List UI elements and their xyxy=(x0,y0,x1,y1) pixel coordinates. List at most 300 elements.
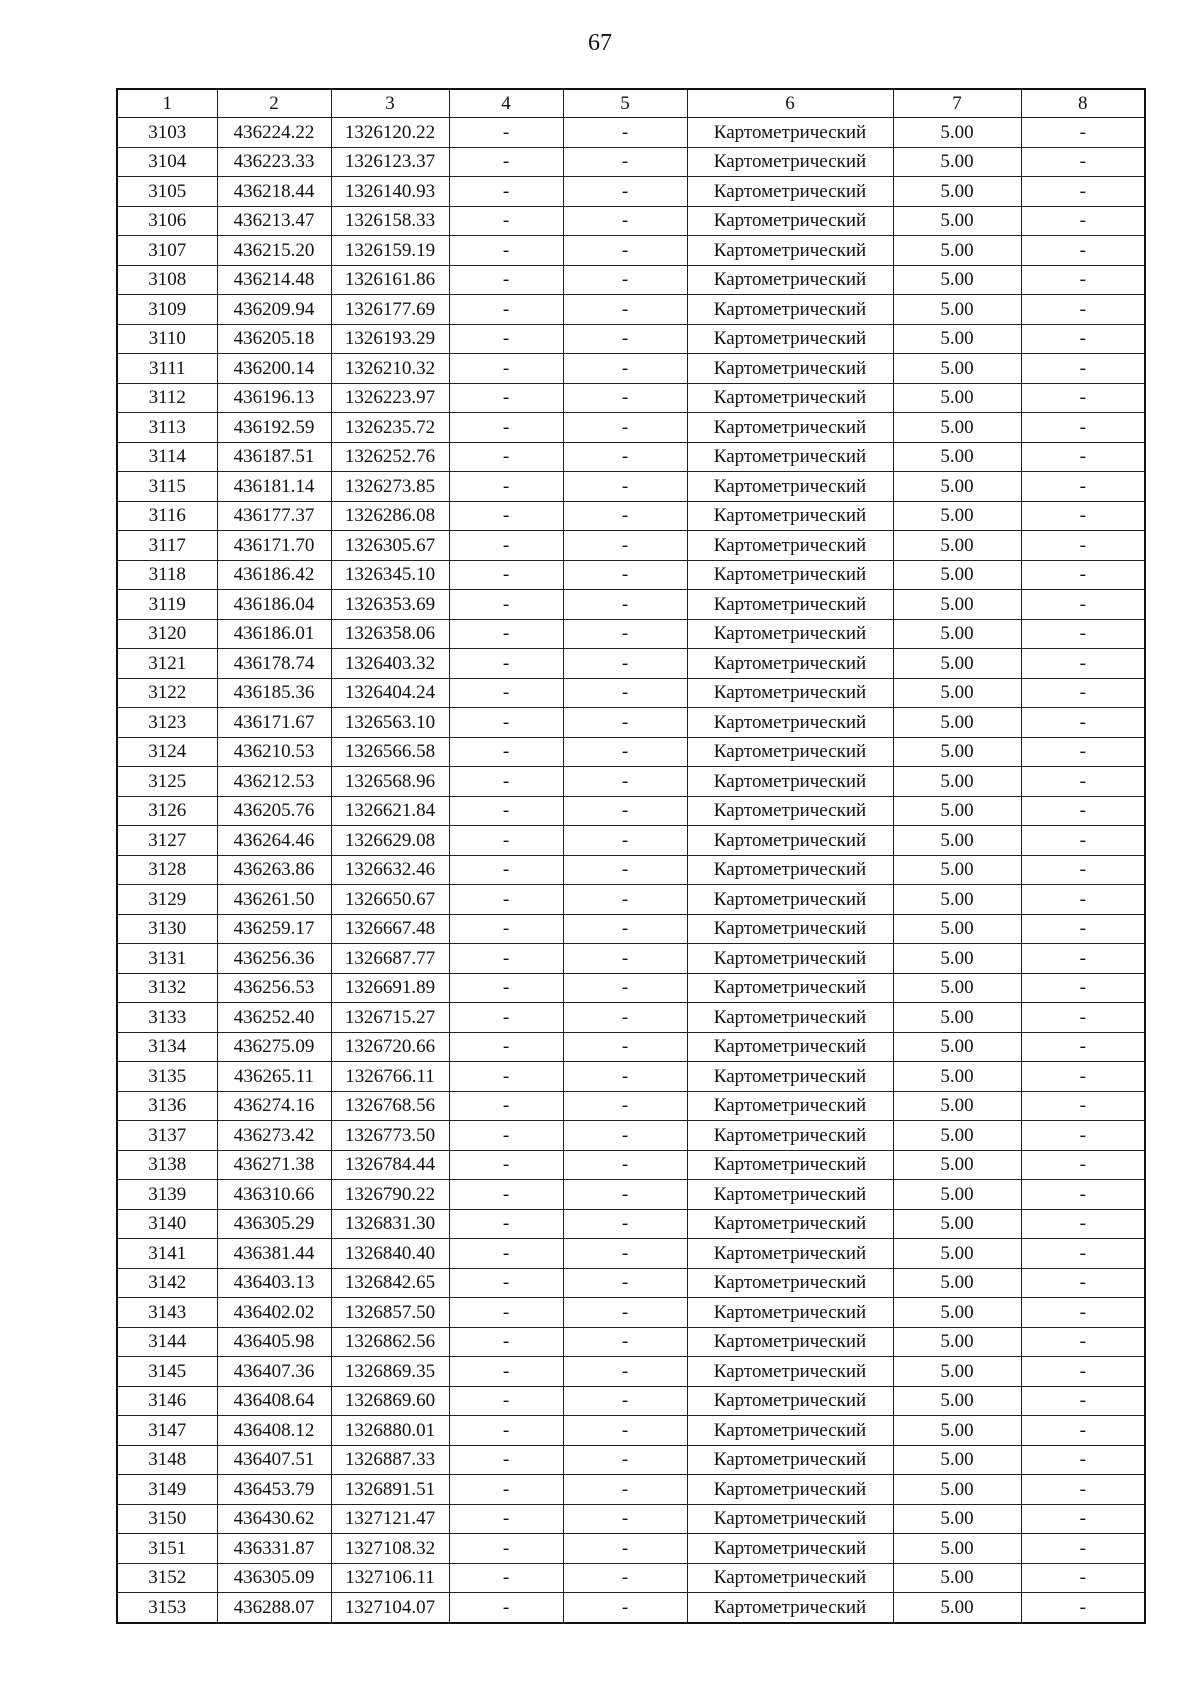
method-cell: Картометрический xyxy=(687,206,893,236)
column-5-cell: - xyxy=(563,1357,687,1387)
x-coordinate-cell: 436171.70 xyxy=(217,531,331,561)
column-4-cell: - xyxy=(449,265,563,295)
table-row xyxy=(117,1121,1145,1151)
column-4-cell: - xyxy=(449,1357,563,1387)
column-4-cell: - xyxy=(449,1327,563,1357)
method-cell: Картометрический xyxy=(687,1357,893,1387)
x-coordinate-cell: 436273.42 xyxy=(217,1121,331,1151)
column-8-cell: - xyxy=(1021,295,1145,325)
method-cell: Картометрический xyxy=(687,1239,893,1269)
method-cell: Картометрический xyxy=(687,885,893,915)
accuracy-cell: 5.00 xyxy=(893,1327,1021,1357)
method-cell: Картометрический xyxy=(687,324,893,354)
column-8-cell: - xyxy=(1021,354,1145,384)
column-8-cell: - xyxy=(1021,767,1145,797)
table-row xyxy=(117,619,1145,649)
column-4-cell: - xyxy=(449,1032,563,1062)
accuracy-cell: 5.00 xyxy=(893,1563,1021,1593)
column-4-cell: - xyxy=(449,855,563,885)
y-coordinate-cell: 1326568.96 xyxy=(331,767,449,797)
column-5-cell: - xyxy=(563,590,687,620)
accuracy-cell: 5.00 xyxy=(893,1239,1021,1269)
table-row xyxy=(117,1445,1145,1475)
method-cell: Картометрический xyxy=(687,826,893,856)
point-number-cell: 3110 xyxy=(117,324,217,354)
point-number-cell: 3116 xyxy=(117,501,217,531)
column-4-cell: - xyxy=(449,1386,563,1416)
y-coordinate-cell: 1326857.50 xyxy=(331,1298,449,1328)
accuracy-cell: 5.00 xyxy=(893,1386,1021,1416)
y-coordinate-cell: 1326691.89 xyxy=(331,973,449,1003)
y-coordinate-cell: 1326862.56 xyxy=(331,1327,449,1357)
table-row xyxy=(117,1003,1145,1033)
point-number-cell: 3127 xyxy=(117,826,217,856)
column-5-cell: - xyxy=(563,796,687,826)
column-8-cell: - xyxy=(1021,206,1145,236)
column-header: 7 xyxy=(893,89,1021,118)
column-5-cell: - xyxy=(563,1475,687,1505)
table-row xyxy=(117,413,1145,443)
x-coordinate-cell: 436310.66 xyxy=(217,1180,331,1210)
column-8-cell: - xyxy=(1021,177,1145,207)
column-5-cell: - xyxy=(563,265,687,295)
header-row xyxy=(117,89,1145,118)
column-8-cell: - xyxy=(1021,1032,1145,1062)
column-5-cell: - xyxy=(563,973,687,1003)
accuracy-cell: 5.00 xyxy=(893,796,1021,826)
accuracy-cell: 5.00 xyxy=(893,324,1021,354)
column-8-cell: - xyxy=(1021,737,1145,767)
table-row xyxy=(117,1563,1145,1593)
column-5-cell: - xyxy=(563,649,687,679)
x-coordinate-cell: 436305.29 xyxy=(217,1209,331,1239)
x-coordinate-cell: 436171.67 xyxy=(217,708,331,738)
column-5-cell: - xyxy=(563,1268,687,1298)
point-number-cell: 3115 xyxy=(117,472,217,502)
column-4-cell: - xyxy=(449,1150,563,1180)
column-5-cell: - xyxy=(563,1209,687,1239)
x-coordinate-cell: 436215.20 xyxy=(217,236,331,266)
point-number-cell: 3135 xyxy=(117,1062,217,1092)
point-number-cell: 3138 xyxy=(117,1150,217,1180)
column-4-cell: - xyxy=(449,1091,563,1121)
column-4-cell: - xyxy=(449,914,563,944)
column-8-cell: - xyxy=(1021,1534,1145,1564)
column-5-cell: - xyxy=(563,1504,687,1534)
column-4-cell: - xyxy=(449,973,563,1003)
x-coordinate-cell: 436256.53 xyxy=(217,973,331,1003)
accuracy-cell: 5.00 xyxy=(893,501,1021,531)
table-row xyxy=(117,944,1145,974)
column-5-cell: - xyxy=(563,383,687,413)
column-8-cell: - xyxy=(1021,590,1145,620)
column-8-cell: - xyxy=(1021,472,1145,502)
point-number-cell: 3122 xyxy=(117,678,217,708)
table-row xyxy=(117,914,1145,944)
table-row xyxy=(117,649,1145,679)
x-coordinate-cell: 436252.40 xyxy=(217,1003,331,1033)
method-cell: Картометрический xyxy=(687,649,893,679)
column-5-cell: - xyxy=(563,1121,687,1151)
method-cell: Картометрический xyxy=(687,1327,893,1357)
column-5-cell: - xyxy=(563,826,687,856)
column-8-cell: - xyxy=(1021,649,1145,679)
y-coordinate-cell: 1326831.30 xyxy=(331,1209,449,1239)
column-5-cell: - xyxy=(563,1003,687,1033)
y-coordinate-cell: 1326840.40 xyxy=(331,1239,449,1269)
method-cell: Картометрический xyxy=(687,855,893,885)
column-8-cell: - xyxy=(1021,1327,1145,1357)
y-coordinate-cell: 1326358.06 xyxy=(331,619,449,649)
column-5-cell: - xyxy=(563,1150,687,1180)
column-5-cell: - xyxy=(563,1386,687,1416)
accuracy-cell: 5.00 xyxy=(893,1416,1021,1446)
x-coordinate-cell: 436430.62 xyxy=(217,1504,331,1534)
column-8-cell: - xyxy=(1021,885,1145,915)
column-4-cell: - xyxy=(449,501,563,531)
method-cell: Картометрический xyxy=(687,1298,893,1328)
column-4-cell: - xyxy=(449,767,563,797)
table-row xyxy=(117,1209,1145,1239)
table-row xyxy=(117,708,1145,738)
method-cell: Картометрический xyxy=(687,1563,893,1593)
column-5-cell: - xyxy=(563,1534,687,1564)
y-coordinate-cell: 1327104.07 xyxy=(331,1593,449,1623)
column-8-cell: - xyxy=(1021,1062,1145,1092)
table-row xyxy=(117,1357,1145,1387)
y-coordinate-cell: 1326159.19 xyxy=(331,236,449,266)
y-coordinate-cell: 1326252.76 xyxy=(331,442,449,472)
point-number-cell: 3150 xyxy=(117,1504,217,1534)
x-coordinate-cell: 436177.37 xyxy=(217,501,331,531)
x-coordinate-cell: 436210.53 xyxy=(217,737,331,767)
y-coordinate-cell: 1326784.44 xyxy=(331,1150,449,1180)
x-coordinate-cell: 436274.16 xyxy=(217,1091,331,1121)
accuracy-cell: 5.00 xyxy=(893,619,1021,649)
column-5-cell: - xyxy=(563,295,687,325)
y-coordinate-cell: 1326766.11 xyxy=(331,1062,449,1092)
column-5-cell: - xyxy=(563,1563,687,1593)
table-row xyxy=(117,678,1145,708)
point-number-cell: 3145 xyxy=(117,1357,217,1387)
column-5-cell: - xyxy=(563,560,687,590)
column-4-cell: - xyxy=(449,1475,563,1505)
accuracy-cell: 5.00 xyxy=(893,354,1021,384)
column-4-cell: - xyxy=(449,590,563,620)
accuracy-cell: 5.00 xyxy=(893,737,1021,767)
x-coordinate-cell: 436264.46 xyxy=(217,826,331,856)
column-5-cell: - xyxy=(563,737,687,767)
x-coordinate-cell: 436265.11 xyxy=(217,1062,331,1092)
column-4-cell: - xyxy=(449,206,563,236)
table-row xyxy=(117,855,1145,885)
column-4-cell: - xyxy=(449,1062,563,1092)
accuracy-cell: 5.00 xyxy=(893,1121,1021,1151)
x-coordinate-cell: 436405.98 xyxy=(217,1327,331,1357)
table-body xyxy=(117,118,1145,1623)
point-number-cell: 3153 xyxy=(117,1593,217,1623)
column-4-cell: - xyxy=(449,944,563,974)
method-cell: Картометрический xyxy=(687,1121,893,1151)
table-row xyxy=(117,472,1145,502)
method-cell: Картометрический xyxy=(687,560,893,590)
x-coordinate-cell: 436214.48 xyxy=(217,265,331,295)
point-number-cell: 3128 xyxy=(117,855,217,885)
point-number-cell: 3104 xyxy=(117,147,217,177)
y-coordinate-cell: 1326120.22 xyxy=(331,118,449,148)
column-4-cell: - xyxy=(449,1593,563,1623)
column-8-cell: - xyxy=(1021,1386,1145,1416)
point-number-cell: 3130 xyxy=(117,914,217,944)
x-coordinate-cell: 436259.17 xyxy=(217,914,331,944)
x-coordinate-cell: 436218.44 xyxy=(217,177,331,207)
column-8-cell: - xyxy=(1021,236,1145,266)
point-number-cell: 3107 xyxy=(117,236,217,266)
column-5-cell: - xyxy=(563,354,687,384)
point-number-cell: 3137 xyxy=(117,1121,217,1151)
accuracy-cell: 5.00 xyxy=(893,442,1021,472)
table-row xyxy=(117,501,1145,531)
column-header: 4 xyxy=(449,89,563,118)
column-8-cell: - xyxy=(1021,1003,1145,1033)
x-coordinate-cell: 436186.42 xyxy=(217,560,331,590)
method-cell: Картометрический xyxy=(687,973,893,1003)
column-5-cell: - xyxy=(563,619,687,649)
method-cell: Картометрический xyxy=(687,118,893,148)
point-number-cell: 3105 xyxy=(117,177,217,207)
point-number-cell: 3111 xyxy=(117,354,217,384)
table-row xyxy=(117,118,1145,148)
column-header: 3 xyxy=(331,89,449,118)
point-number-cell: 3146 xyxy=(117,1386,217,1416)
method-cell: Картометрический xyxy=(687,236,893,266)
column-5-cell: - xyxy=(563,118,687,148)
x-coordinate-cell: 436181.14 xyxy=(217,472,331,502)
column-8-cell: - xyxy=(1021,1475,1145,1505)
method-cell: Картометрический xyxy=(687,944,893,974)
column-8-cell: - xyxy=(1021,1445,1145,1475)
column-8-cell: - xyxy=(1021,619,1145,649)
column-4-cell: - xyxy=(449,236,563,266)
column-8-cell: - xyxy=(1021,1268,1145,1298)
point-number-cell: 3129 xyxy=(117,885,217,915)
column-8-cell: - xyxy=(1021,1180,1145,1210)
column-5-cell: - xyxy=(563,678,687,708)
column-header: 8 xyxy=(1021,89,1145,118)
accuracy-cell: 5.00 xyxy=(893,1534,1021,1564)
table-row xyxy=(117,737,1145,767)
accuracy-cell: 5.00 xyxy=(893,678,1021,708)
x-coordinate-cell: 436407.51 xyxy=(217,1445,331,1475)
x-coordinate-cell: 436224.22 xyxy=(217,118,331,148)
table-row xyxy=(117,147,1145,177)
y-coordinate-cell: 1326158.33 xyxy=(331,206,449,236)
y-coordinate-cell: 1326687.77 xyxy=(331,944,449,974)
x-coordinate-cell: 436407.36 xyxy=(217,1357,331,1387)
method-cell: Картометрический xyxy=(687,1003,893,1033)
y-coordinate-cell: 1326286.08 xyxy=(331,501,449,531)
method-cell: Картометрический xyxy=(687,1445,893,1475)
point-number-cell: 3132 xyxy=(117,973,217,1003)
column-8-cell: - xyxy=(1021,531,1145,561)
column-4-cell: - xyxy=(449,1209,563,1239)
accuracy-cell: 5.00 xyxy=(893,826,1021,856)
column-4-cell: - xyxy=(449,1239,563,1269)
x-coordinate-cell: 436288.07 xyxy=(217,1593,331,1623)
column-8-cell: - xyxy=(1021,442,1145,472)
table-row xyxy=(117,885,1145,915)
x-coordinate-cell: 436305.09 xyxy=(217,1563,331,1593)
accuracy-cell: 5.00 xyxy=(893,1298,1021,1328)
column-8-cell: - xyxy=(1021,265,1145,295)
x-coordinate-cell: 436213.47 xyxy=(217,206,331,236)
accuracy-cell: 5.00 xyxy=(893,1357,1021,1387)
accuracy-cell: 5.00 xyxy=(893,1475,1021,1505)
x-coordinate-cell: 436187.51 xyxy=(217,442,331,472)
table-row xyxy=(117,590,1145,620)
y-coordinate-cell: 1326842.65 xyxy=(331,1268,449,1298)
column-4-cell: - xyxy=(449,619,563,649)
column-5-cell: - xyxy=(563,501,687,531)
method-cell: Картометрический xyxy=(687,708,893,738)
table-row xyxy=(117,1032,1145,1062)
column-4-cell: - xyxy=(449,177,563,207)
method-cell: Картометрический xyxy=(687,1504,893,1534)
y-coordinate-cell: 1326880.01 xyxy=(331,1416,449,1446)
point-number-cell: 3133 xyxy=(117,1003,217,1033)
column-header: 2 xyxy=(217,89,331,118)
x-coordinate-cell: 436408.64 xyxy=(217,1386,331,1416)
x-coordinate-cell: 436192.59 xyxy=(217,413,331,443)
accuracy-cell: 5.00 xyxy=(893,1180,1021,1210)
column-8-cell: - xyxy=(1021,413,1145,443)
y-coordinate-cell: 1326273.85 xyxy=(331,472,449,502)
method-cell: Картометрический xyxy=(687,1091,893,1121)
x-coordinate-cell: 436271.38 xyxy=(217,1150,331,1180)
y-coordinate-cell: 1326123.37 xyxy=(331,147,449,177)
y-coordinate-cell: 1326223.97 xyxy=(331,383,449,413)
method-cell: Картометрический xyxy=(687,914,893,944)
x-coordinate-cell: 436256.36 xyxy=(217,944,331,974)
point-number-cell: 3143 xyxy=(117,1298,217,1328)
column-8-cell: - xyxy=(1021,1091,1145,1121)
column-4-cell: - xyxy=(449,147,563,177)
accuracy-cell: 5.00 xyxy=(893,1091,1021,1121)
accuracy-cell: 5.00 xyxy=(893,1268,1021,1298)
point-number-cell: 3121 xyxy=(117,649,217,679)
column-8-cell: - xyxy=(1021,973,1145,1003)
point-number-cell: 3123 xyxy=(117,708,217,738)
column-5-cell: - xyxy=(563,1298,687,1328)
y-coordinate-cell: 1326621.84 xyxy=(331,796,449,826)
y-coordinate-cell: 1326650.67 xyxy=(331,885,449,915)
x-coordinate-cell: 436408.12 xyxy=(217,1416,331,1446)
column-4-cell: - xyxy=(449,1504,563,1534)
column-header: 6 xyxy=(687,89,893,118)
method-cell: Картометрический xyxy=(687,472,893,502)
x-coordinate-cell: 436212.53 xyxy=(217,767,331,797)
y-coordinate-cell: 1327106.11 xyxy=(331,1563,449,1593)
column-8-cell: - xyxy=(1021,383,1145,413)
point-number-cell: 3112 xyxy=(117,383,217,413)
table-row xyxy=(117,1416,1145,1446)
column-8-cell: - xyxy=(1021,501,1145,531)
x-coordinate-cell: 436185.36 xyxy=(217,678,331,708)
column-4-cell: - xyxy=(449,442,563,472)
table-row xyxy=(117,560,1145,590)
x-coordinate-cell: 436205.76 xyxy=(217,796,331,826)
column-5-cell: - xyxy=(563,944,687,974)
table-row xyxy=(117,354,1145,384)
y-coordinate-cell: 1326768.56 xyxy=(331,1091,449,1121)
column-8-cell: - xyxy=(1021,1504,1145,1534)
accuracy-cell: 5.00 xyxy=(893,472,1021,502)
accuracy-cell: 5.00 xyxy=(893,531,1021,561)
accuracy-cell: 5.00 xyxy=(893,265,1021,295)
table-row xyxy=(117,177,1145,207)
column-4-cell: - xyxy=(449,560,563,590)
table-row xyxy=(117,1298,1145,1328)
x-coordinate-cell: 436263.86 xyxy=(217,855,331,885)
point-number-cell: 3114 xyxy=(117,442,217,472)
column-8-cell: - xyxy=(1021,1150,1145,1180)
column-4-cell: - xyxy=(449,531,563,561)
column-8-cell: - xyxy=(1021,560,1145,590)
x-coordinate-cell: 436381.44 xyxy=(217,1239,331,1269)
column-4-cell: - xyxy=(449,678,563,708)
accuracy-cell: 5.00 xyxy=(893,413,1021,443)
column-4-cell: - xyxy=(449,118,563,148)
point-number-cell: 3149 xyxy=(117,1475,217,1505)
accuracy-cell: 5.00 xyxy=(893,885,1021,915)
column-4-cell: - xyxy=(449,796,563,826)
page-number: 67 xyxy=(588,30,612,56)
accuracy-cell: 5.00 xyxy=(893,1593,1021,1623)
method-cell: Картометрический xyxy=(687,265,893,295)
accuracy-cell: 5.00 xyxy=(893,708,1021,738)
column-4-cell: - xyxy=(449,1298,563,1328)
column-header: 5 xyxy=(563,89,687,118)
table-row xyxy=(117,531,1145,561)
accuracy-cell: 5.00 xyxy=(893,1062,1021,1092)
y-coordinate-cell: 1326790.22 xyxy=(331,1180,449,1210)
point-number-cell: 3120 xyxy=(117,619,217,649)
column-5-cell: - xyxy=(563,442,687,472)
y-coordinate-cell: 1326403.32 xyxy=(331,649,449,679)
point-number-cell: 3113 xyxy=(117,413,217,443)
accuracy-cell: 5.00 xyxy=(893,295,1021,325)
accuracy-cell: 5.00 xyxy=(893,147,1021,177)
method-cell: Картометрический xyxy=(687,177,893,207)
point-number-cell: 3131 xyxy=(117,944,217,974)
method-cell: Картометрический xyxy=(687,737,893,767)
table-row xyxy=(117,1150,1145,1180)
table-row xyxy=(117,1593,1145,1623)
column-5-cell: - xyxy=(563,531,687,561)
column-5-cell: - xyxy=(563,147,687,177)
accuracy-cell: 5.00 xyxy=(893,118,1021,148)
column-5-cell: - xyxy=(563,1091,687,1121)
point-number-cell: 3140 xyxy=(117,1209,217,1239)
column-8-cell: - xyxy=(1021,678,1145,708)
column-4-cell: - xyxy=(449,1268,563,1298)
y-coordinate-cell: 1326161.86 xyxy=(331,265,449,295)
column-header: 1 xyxy=(117,89,217,118)
column-4-cell: - xyxy=(449,737,563,767)
accuracy-cell: 5.00 xyxy=(893,973,1021,1003)
column-4-cell: - xyxy=(449,383,563,413)
method-cell: Картометрический xyxy=(687,619,893,649)
